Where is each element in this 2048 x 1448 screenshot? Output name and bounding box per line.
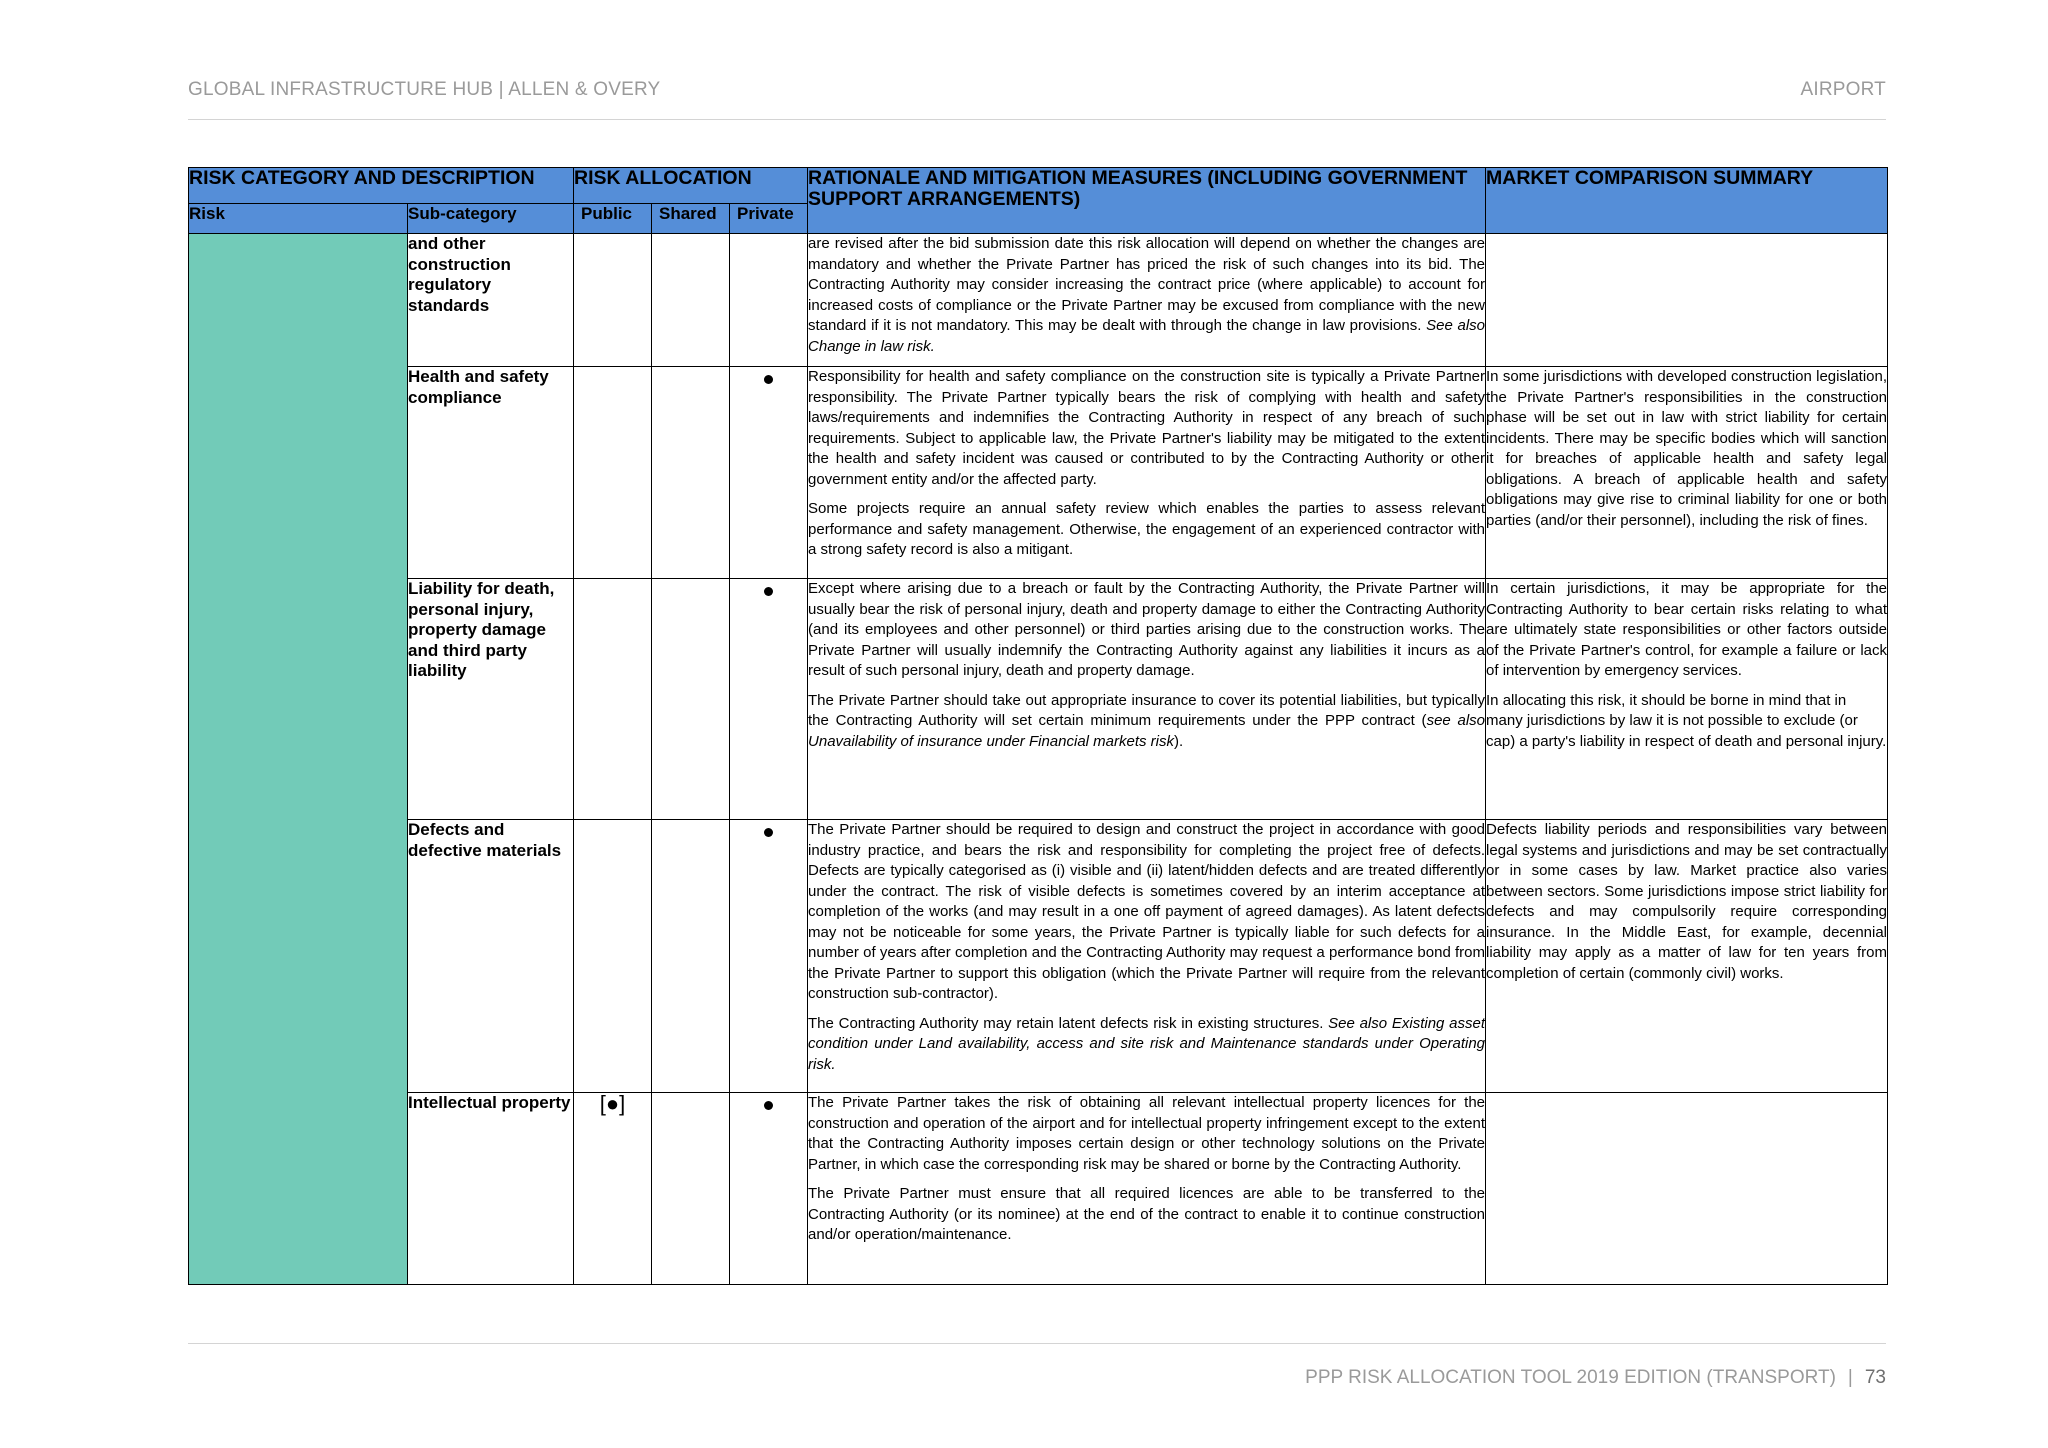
private-cell: [730, 1093, 808, 1285]
rationale-text: The Contracting Authority may retain latent defects risk in existing structures.: [808, 1014, 1324, 1032]
rationale-cross-reference: See also Change in law risk.: [808, 317, 1486, 355]
subheader-subcategory: Sub-category: [408, 204, 574, 234]
rationale-text: ).: [1174, 732, 1184, 750]
private-cell: [730, 579, 808, 820]
market-comparison-cell: [1486, 367, 1888, 579]
allocation-dot-icon: [764, 375, 773, 384]
table-row: [189, 367, 1888, 579]
shared-cell: [652, 1093, 730, 1285]
rationale-cell: [808, 820, 1486, 1093]
table-row: [189, 820, 1888, 1093]
rationale-cross-reference: see also Unavailability of insurance under Financial markets risk: [808, 712, 1486, 750]
table-row: [189, 579, 1888, 820]
market-comparison-cell: [1486, 579, 1888, 820]
risk-allocation-table: [188, 167, 1888, 1285]
col-header-market-comparison: MARKET COMPARISON SUMMARY: [1486, 168, 1888, 234]
col-header-rationale: RATIONALE AND MITIGATION MEASURES (INCLUDING GOVERNMENT SUPPORT ARRANGEMENTS): [808, 168, 1486, 234]
rationale-text: The Private Partner should take out appropriate insurance to cover its potential liabilities, but typically the Contracting Authority will set certain minimum requirements under the PPP contract (: [808, 691, 1486, 729]
subcategory-cell: Intellectual property: [408, 1093, 574, 1285]
page-number: 73: [1864, 1367, 1886, 1388]
header-right-text: AIRPORT: [1800, 79, 1886, 100]
market-comparison-cell: [1486, 234, 1888, 367]
col-header-risk-category: RISK CATEGORY AND DESCRIPTION: [189, 168, 574, 204]
page-footer: [188, 1343, 1886, 1394]
rationale-text: are revised after the bid submission date this risk allocation will depend on whether the changes are mandatory and whether the Private Partner has priced the risk of such changes into its bid. The Contracting Authority may consider increasing the contract price (where applicable) to account for increased costs of compliance or the Private Partner may be excused from compliance with the new standard if it is not mandatory. This may be dealt with through the change in law provisions.: [808, 235, 1486, 334]
rationale-cell: [808, 234, 1486, 367]
subheader-risk: Risk: [189, 204, 408, 234]
market-comparison-cell: [1486, 820, 1888, 1093]
subheader-shared: Shared: [652, 204, 730, 234]
public-cell: [574, 367, 652, 579]
private-cell: [730, 234, 808, 367]
footer-separator: |: [1847, 1367, 1853, 1388]
public-cell: [574, 579, 652, 820]
page-header: [188, 79, 1886, 120]
private-cell: [730, 820, 808, 1093]
market-paragraph: In some jurisdictions with developed construction legislation, the Private Partner's responsibilities in the construction phase will be set out in law with strict liability for certain incidents. There may be specific bodies which will sanction it for breaches of applicable health and safety legal obligations. A breach of applicable health and safety obligations may give rise to criminal liability for one or both parties (and/or their personnel), including the risk of fines.: [1486, 368, 1888, 529]
rationale-paragraph: The Private Partner should be required to design and construct the project in accordance with good industry practice, and bears the risk and responsibility for completing the project free of defects. Defects are typically categorised as (i) visible and (ii) latent/hidden defects and are treated differently under the contract. The risk of visible defects is sometimes covered by an interim acceptance at completion of the works (and may result in a one off payment of agreed damages). As latent defects may not be noticeable for some years, the Private Partner is typically liable for such defects for a number of years after completion and the Contracting Authority may request a performance bond from the Private Partner to support this obligation (which the Private Partner will require from the relevant construction sub-contractor).: [808, 821, 1486, 1002]
subheader-public: Public: [574, 204, 652, 234]
shared-cell: [652, 579, 730, 820]
rationale-paragraph: Responsibility for health and safety compliance on the construction site is typically a Private Partner responsibility. The Private Partner typically bears the risk of complying with health and safety laws/requirements and indemnifies the Contracting Authority in respect of any breach of such requirements. Subject to applicable law, the Private Partner's liability may be mitigated to the extent the health and safety incident was caused or contributed to by the Contracting Authority or other government entity and/or the affected party.: [808, 368, 1486, 488]
public-cell: [574, 234, 652, 367]
public-allocation-value: [●]: [599, 1091, 626, 1116]
shared-cell: [652, 367, 730, 579]
rationale-paragraph: Some projects require an annual safety review which enables the parties to assess relevant performance and safety management. Otherwise, the engagement of an experienced contractor with a strong safety record is also a mitigant.: [808, 500, 1486, 558]
table-row: [189, 1093, 1888, 1285]
public-cell: [574, 1093, 652, 1285]
subcategory-cell: Liability for death, personal injury, property damage and third party liability: [408, 579, 574, 820]
subcategory-cell: Defects and defective materials: [408, 820, 574, 1093]
public-cell: [574, 820, 652, 1093]
subcategory-cell: Health and safety compliance: [408, 367, 574, 579]
subheader-private: Private: [730, 204, 808, 234]
rationale-cross-reference: See also Existing asset condition under Land availability, access and site risk and Maintenance standards under Operating risk.: [808, 1014, 1486, 1073]
rationale-paragraph: The Private Partner must ensure that all required licences are able to be transferred to the Contracting Authority (or its nominee) at the end of the contract to enable it to continue construction and/or operation/maintenance.: [808, 1185, 1486, 1243]
allocation-dot-icon: [764, 828, 773, 837]
rationale-cell: [808, 1093, 1486, 1285]
allocation-dot-icon: [764, 587, 773, 596]
shared-cell: [652, 820, 730, 1093]
private-cell: [730, 367, 808, 579]
market-paragraph: In allocating this risk, it should be borne in mind that in many jurisdictions by law it is not possible to exclude (or cap) a party's liability in respect of death and personal injury.: [1486, 691, 1887, 750]
market-comparison-cell: [1486, 1093, 1888, 1285]
shared-cell: [652, 234, 730, 367]
rationale-paragraph: The Private Partner takes the risk of obtaining all relevant intellectual property licences for the construction and operation of the airport and for intellectual property infringement except to the extent that the Contracting Authority imposes certain design or other technology solutions on the Private Partner, in which case the corresponding risk may be shared or borne by the Contracting Authority.: [808, 1094, 1486, 1173]
col-header-risk-allocation: RISK ALLOCATION: [574, 168, 808, 204]
rationale-cell: [808, 367, 1486, 579]
footer-title: PPP RISK ALLOCATION TOOL 2019 EDITION (TRANSPORT): [1305, 1367, 1836, 1388]
table-row: [189, 234, 1888, 367]
rationale-paragraph: Except where arising due to a breach or fault by the Contracting Authority, the Private Partner will usually bear the risk of personal injury, death and property damage to either the Contracting Authority (and its employees and other personnel) or third parties arising due to the construction works. The Private Partner will usually indemnify the Contracting Authority against any liabilities it incurs as a result of such personal injury, death and property damage.: [808, 580, 1486, 679]
market-paragraph: In certain jurisdictions, it may be appropriate for the Contracting Authority to bear certain risks relating to what are ultimately state responsibilities or other factors outside of the Private Partner's control, for example a failure or lack of intervention by emergency services.: [1486, 580, 1888, 679]
allocation-dot-icon: [764, 1101, 773, 1110]
market-paragraph: Defects liability periods and responsibilities vary between legal systems and jurisdictions and may be set contractually or in some cases by law. Market practice also varies between sectors. Some jurisdictions impose strict liability for defects and may compulsorily require corresponding insurance. In the Middle East, for example, decennial liability may apply as a matter of law for ten years from completion of certain (commonly civil) works.: [1486, 821, 1888, 982]
header-left-text: GLOBAL INFRASTRUCTURE HUB | ALLEN & OVERY: [188, 79, 661, 100]
risk-category-cell: [189, 234, 408, 1285]
subcategory-cell: and other construction regulatory standards: [408, 234, 574, 367]
rationale-cell: [808, 579, 1486, 820]
